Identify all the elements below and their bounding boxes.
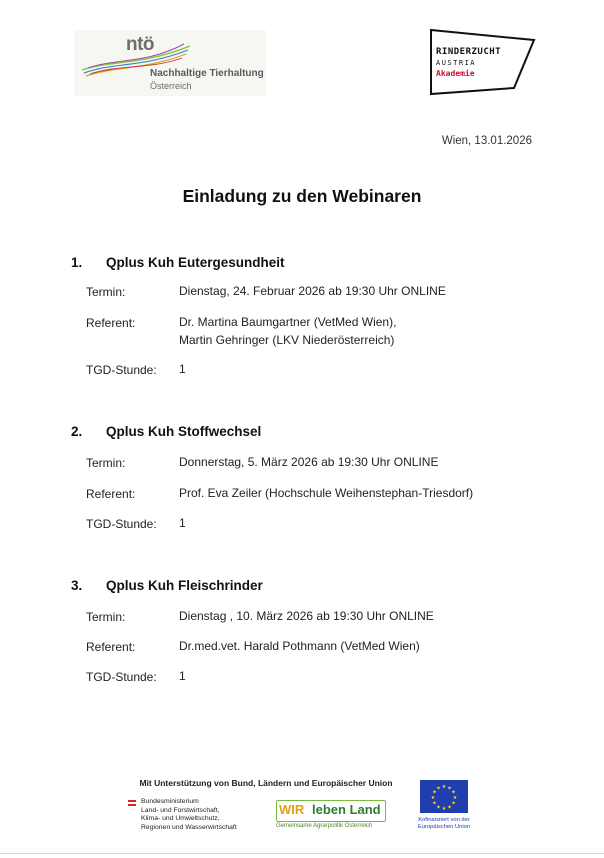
termin-value: Dienstag , 10. März 2026 ab 19:30 Uhr ONLINE bbox=[179, 609, 434, 623]
rinderzucht-logo bbox=[428, 28, 538, 96]
referent-value-line: Prof. Eva Zeiler (Hochschule Weihenstephan-Triesdorf) bbox=[179, 486, 474, 500]
eu-stars bbox=[420, 780, 468, 813]
letter-date: Wien, 13.01.2026 bbox=[441, 135, 532, 147]
ministry-line: Land- und Forstwirtschaft, bbox=[141, 806, 220, 814]
referent-label: Referent: bbox=[86, 640, 136, 654]
referent-value-line: Martin Gehringer (LKV Niederösterreich) bbox=[179, 333, 395, 347]
wir-part2: leben Land bbox=[312, 802, 381, 817]
svg-text:★: ★ bbox=[447, 804, 452, 811]
wir-leben-land-logo bbox=[276, 798, 388, 834]
tgd-label: TGD-Stunde: bbox=[86, 670, 157, 684]
svg-text:★: ★ bbox=[432, 789, 437, 796]
ministry-line: Regionen und Wasserwirtschaft bbox=[141, 823, 237, 831]
termin-label: Termin: bbox=[86, 456, 126, 470]
eu-caption bbox=[412, 817, 476, 831]
referent-label: Referent: bbox=[86, 316, 136, 330]
ministry-text bbox=[141, 798, 237, 832]
svg-text:★: ★ bbox=[432, 800, 437, 807]
eu-caption-line: Europäischen Union bbox=[417, 824, 471, 830]
section-number: 3. bbox=[71, 578, 83, 593]
referent-value-line: Dr. Martina Baumgartner (VetMed Wien), bbox=[179, 315, 397, 329]
support-line: Mit Unterstützung von Bund, Ländern und Europäischer Union bbox=[139, 778, 393, 788]
nto-line2: Österreich bbox=[150, 81, 192, 91]
svg-text:★: ★ bbox=[430, 795, 436, 801]
svg-text:★: ★ bbox=[451, 800, 456, 807]
wir-part1: WIR bbox=[279, 802, 305, 817]
termin-value: Dienstag, 24. Februar 2026 ab 19:30 Uhr ONLINE bbox=[179, 284, 446, 298]
svg-text:★: ★ bbox=[447, 785, 452, 792]
svg-text:★: ★ bbox=[451, 789, 456, 796]
nto-brand: ntö bbox=[126, 34, 155, 55]
svg-text:★: ★ bbox=[441, 806, 447, 812]
eu-caption-line: Kofinanziert von der bbox=[418, 817, 470, 823]
eu-flag-icon bbox=[420, 780, 468, 813]
ministry-line: Klima- und Umweltschutz, bbox=[141, 815, 220, 822]
nto-line1: Nachhaltige Tierhaltung bbox=[150, 68, 264, 79]
page-title: Einladung zu den Webinaren bbox=[182, 186, 422, 206]
referent-value-line: Dr.med.vet. Harald Pothmann (VetMed Wien) bbox=[179, 639, 420, 653]
termin-label: Termin: bbox=[86, 610, 126, 624]
svg-text:★: ★ bbox=[452, 795, 458, 801]
section-title: Qplus Kuh Eutergesundheit bbox=[106, 255, 285, 270]
rz-line1: RINDERZUCHT bbox=[436, 47, 502, 57]
section-title: Qplus Kuh Stoffwechsel bbox=[106, 424, 262, 439]
svg-text:★: ★ bbox=[436, 785, 441, 792]
svg-text:★: ★ bbox=[441, 784, 447, 790]
nto-logo bbox=[74, 30, 266, 96]
section-number: 1. bbox=[71, 255, 83, 270]
page-bottom-edge bbox=[0, 853, 604, 854]
termin-label: Termin: bbox=[86, 285, 126, 299]
ministry-line: Bundesministerium bbox=[141, 798, 199, 805]
tgd-label: TGD-Stunde: bbox=[86, 517, 157, 531]
tgd-value: 1 bbox=[179, 516, 186, 530]
termin-value: Donnerstag, 5. März 2026 ab 19:30 Uhr ONLINE bbox=[179, 455, 439, 469]
rz-line2: AUSTRIA bbox=[436, 59, 477, 67]
referent-label: Referent: bbox=[86, 487, 136, 501]
section-title: Qplus Kuh Fleischrinder bbox=[106, 578, 263, 593]
section-number: 2. bbox=[71, 424, 83, 439]
rz-line3: Akademie bbox=[436, 69, 475, 78]
tgd-value: 1 bbox=[179, 362, 186, 376]
tgd-label: TGD-Stunde: bbox=[86, 363, 157, 377]
austria-flag-icon bbox=[128, 800, 136, 806]
svg-text:★: ★ bbox=[436, 804, 441, 811]
wir-sub: Gemeinsame Agrarpolitik Österreich bbox=[276, 823, 373, 829]
tgd-value: 1 bbox=[179, 669, 186, 683]
